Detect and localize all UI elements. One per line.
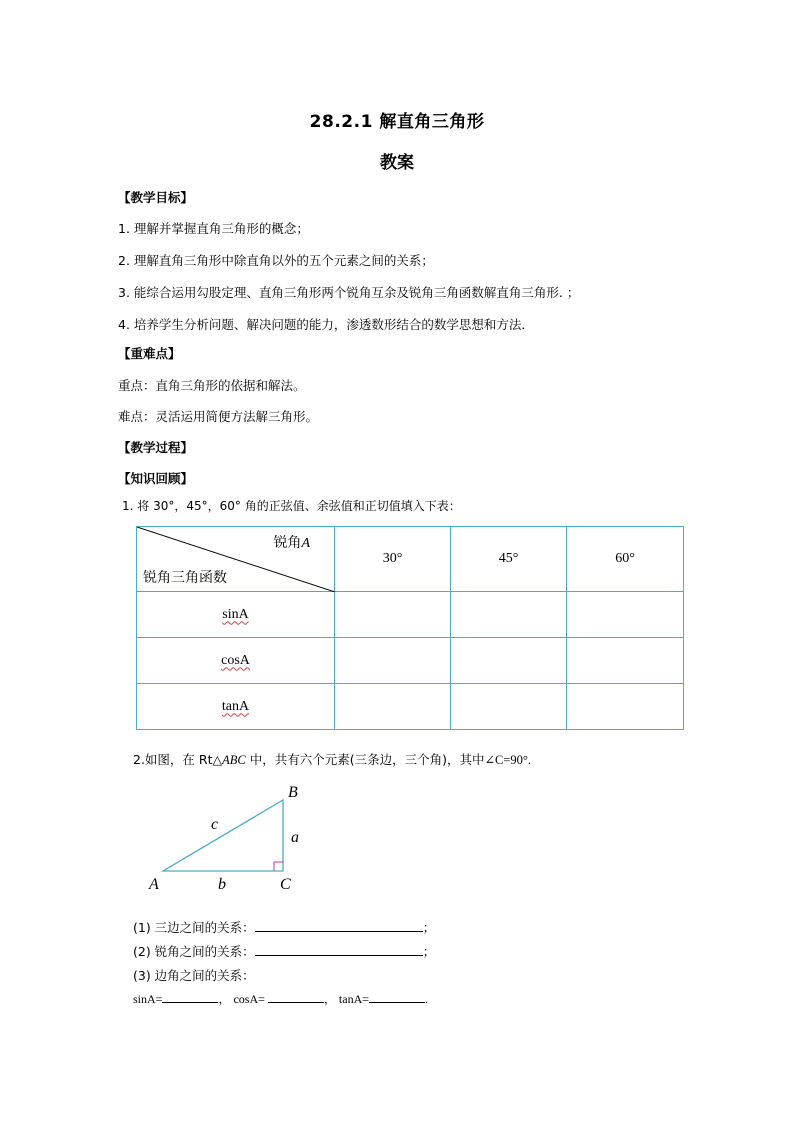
triangle-shape bbox=[163, 800, 283, 871]
goals-heading: 【教学目标】 bbox=[118, 190, 194, 205]
side-c-label: c bbox=[211, 816, 219, 833]
goal-item: 4. 培养学生分析问题、解决问题的能力，渗透数形结合的数学思想和方法． bbox=[118, 317, 534, 332]
vertex-a-label: A bbox=[149, 876, 159, 893]
goal-item: 1. 理解并掌握直角三角形的概念； bbox=[118, 221, 309, 236]
row-label: cosA bbox=[137, 638, 335, 684]
relation-side-angle: (3) 边角之间的关系： bbox=[133, 968, 255, 983]
key-point: 重点：直角三角形的依据和解法。 bbox=[118, 378, 306, 393]
header-angle: 锐角A bbox=[273, 535, 310, 551]
goal-item: 3. 能综合运用勾股定理、直角三角形两个锐角互余及锐角三角函数解直角三角形. ； bbox=[118, 285, 580, 300]
table-cell bbox=[567, 592, 684, 638]
vertex-c-label: C bbox=[280, 876, 291, 893]
cos-blank[interactable] bbox=[268, 990, 324, 1003]
goal-item: 2. 理解直角三角形中除直角以外的五个元素之间的关系； bbox=[118, 253, 434, 268]
review-heading: 【知识回顾】 bbox=[118, 471, 194, 486]
table-cell bbox=[451, 592, 567, 638]
trig-table bbox=[136, 526, 684, 730]
relation-sides: (1) 三边之间的关系： ； bbox=[133, 920, 436, 935]
table-cell bbox=[335, 638, 451, 684]
tan-blank[interactable] bbox=[369, 990, 425, 1003]
side-b-label: b bbox=[218, 876, 226, 893]
table-cell bbox=[451, 638, 567, 684]
page-subtitle: 教案 bbox=[380, 153, 414, 173]
table-cell bbox=[451, 684, 567, 730]
row-label: sinA bbox=[137, 592, 335, 638]
page-title: 28.2.1 解直角三角形 bbox=[309, 112, 485, 132]
angle-header: 60° bbox=[567, 527, 684, 592]
angle-header: 45° bbox=[451, 527, 567, 592]
question-1: 1. 将 30°，45°，60° 角的正弦值、余弦值和正切值填入下表： bbox=[122, 499, 461, 513]
right-angle-marker bbox=[274, 862, 283, 871]
side-a-label: a bbox=[291, 829, 299, 846]
answer-blank[interactable] bbox=[255, 919, 423, 932]
table-cell bbox=[567, 684, 684, 730]
question-2: 2.如图，在 Rt△ABC 中，共有六个元素(三条边，三个角)，其中∠C=90°. bbox=[133, 752, 531, 767]
key-heading: 【重难点】 bbox=[118, 346, 181, 361]
relation-angles: (2) 锐角之间的关系： ； bbox=[133, 944, 436, 959]
right-triangle-figure bbox=[140, 780, 340, 900]
difficult-point: 难点：灵活运用简便方法解三角形。 bbox=[118, 409, 319, 424]
table-diagonal-header bbox=[137, 527, 335, 592]
ratio-line: sinA= ， cosA= ， tanA= . bbox=[133, 992, 428, 1006]
angle-header: 30° bbox=[335, 527, 451, 592]
sin-blank[interactable] bbox=[162, 990, 218, 1003]
header-function: 锐角三角函数 bbox=[143, 570, 227, 586]
table-cell bbox=[335, 592, 451, 638]
process-heading: 【教学过程】 bbox=[118, 440, 194, 455]
vertex-b-label: B bbox=[288, 784, 298, 801]
table-cell bbox=[335, 684, 451, 730]
answer-blank[interactable] bbox=[255, 943, 423, 956]
table-cell bbox=[567, 638, 684, 684]
row-label: tanA bbox=[137, 684, 335, 730]
